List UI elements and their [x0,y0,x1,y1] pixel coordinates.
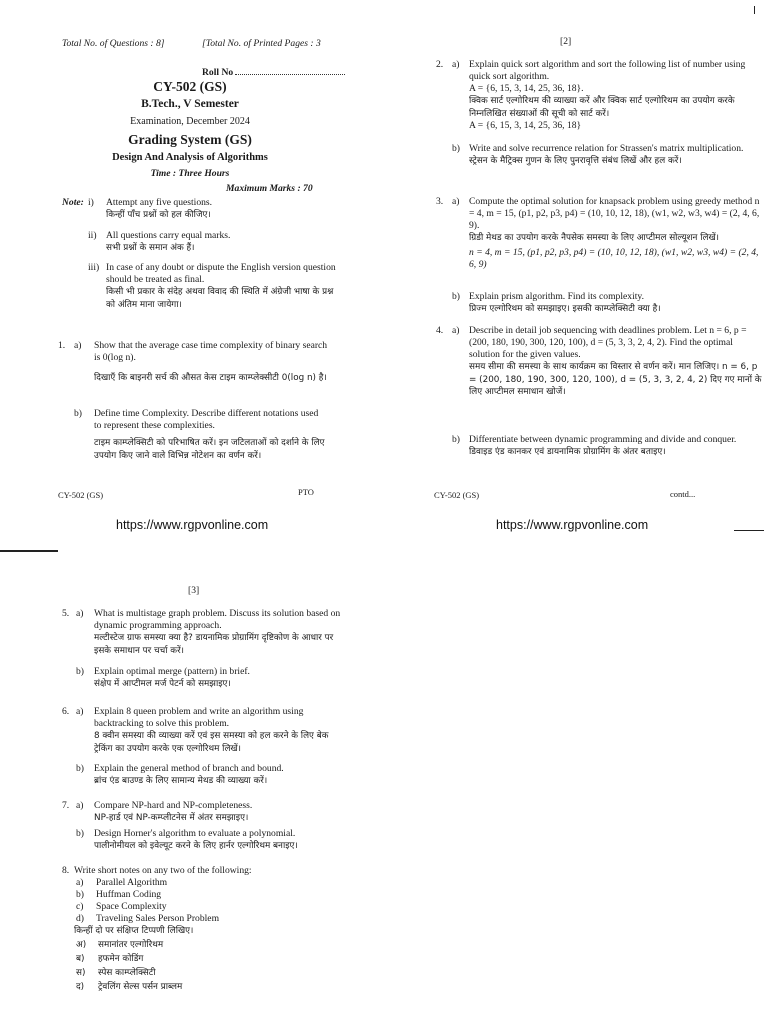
total-pages: [Total No. of Printed Pages : 3 [202,38,321,49]
roll-no-label: Roll No [202,67,234,78]
question-1b: b) Define time Complexity. Describe different notations used to represent these complexities. टाइम काम्प्लेक्सिटी को परिभाषित करें। इन जटिलताओं को दर्शाने के लिए उपयोग किए जाने वाले विभिन्न नोटेशन का वर्णन करें। [74,408,328,462]
q8-item-a: a) Parallel Algorithm [76,877,168,888]
roll-no-line [235,66,345,75]
q7b-english: Design Horner's algorithm to evaluate a polynomial. [94,828,296,839]
q6b-english: Explain the general method of branch and bound. [94,763,284,774]
q8-item-hi-a: अ) समानांतर एल्गोरिथम [76,939,164,950]
q8-item-b: b) Huffman Coding [76,889,162,900]
q8-intro-hindi: किन्हीं दो पर संक्षिप्त टिप्पणी लिखिए। [74,926,194,936]
roll-no [202,66,345,79]
question-7b: b) Design Horner's algorithm to evaluate a polynomial. पालीनोमीयल को इवेल्यूट करने के लिए हार्नर एल्गोरिथम बनाइए। [76,828,342,853]
subject: Design And Analysis of Algorithms [112,152,268,163]
q5a-hindi: मल्टीस्टेज ग्राफ समस्या क्या है? डायनामिक प्रोग्रामिंग दृष्टिकोण के आधार पर इसके समाधान पर चर्चा करें। [94,633,334,656]
q2b-english: Write and solve recurrence relation for Strassen's matrix multiplication. [469,143,744,154]
q8-item-hi-c: स) स्पेस काम्प्लेक्सिटी [76,967,156,978]
course: B.Tech., V Semester [141,98,239,110]
q4a-english: Describe in detail job sequencing with deadlines problem. Let n = 6, p = (200, 180, 190, 300, 120, 100), d = (5, 3, 3, 2, 4, 2). Find the optimal solution for the given values. [469,325,747,360]
question-3b: b) Explain prism algorithm. Find its complexity. प्रिज्म एल्गोरिथम को समझाइए। इसकी काम्प्लेक्सिटी क्या है। [452,291,762,316]
q2a-set: A = {6, 15, 3, 14, 25, 36, 18}. [469,83,584,94]
total-questions: Total No. of Questions : 8] [62,38,165,49]
scan-mark [734,530,764,531]
q1b-english: Define time Complexity. Describe different notations used to represent these complexities. [94,408,319,431]
note-2: ii) All questions carry equal marks. सभी प्रश्नों के समान अंक हैं। [88,230,231,253]
q2a-set-hindi: A = {6, 15, 3, 14, 25, 36, 18} [469,120,582,131]
q3a-english: Compute the optimal solution for knapsack problem using greedy method n = 4, m = 15, (p1, p2, p3, p4) = (10, 10, 12, 18), (w1, w2, w3, w4) = (2, 4, 6, 9). [469,196,760,231]
question-7: 7. a) Compare NP-hard and NP-completeness. NP-हार्ड एवं NP-कम्प्लीटनेस में अंतर समझाइए। [62,800,342,825]
question-6: 6. a) Explain 8 queen problem and write an algorithm using backtracking to solve this problem. 8 क्वीन समस्या की व्याख्या करें एवं इस समस्या को हल करने के लिए बेक ट्रेकिंग का उपयोग करके एक एल्गोरिथम लिखें। [62,706,342,755]
footer-url[interactable]: https://www.rgpvonline.com [496,518,649,532]
q1a-english: Show that the average case time complexity of binary search is 0(log n). [94,340,328,363]
footer-url[interactable]: https://www.rgpvonline.com [116,518,269,532]
question-4b: b) Differentiate between dynamic programming and divide and conquer. डिवाइड एंड कानकर एवं डायनामिक प्रोग्रामिंग के अंतर बताइए। [452,434,762,459]
page-3 [0,545,768,1024]
q5a-english: What is multistage graph problem. Discuss its solution based on dynamic programming approach. [94,608,341,631]
q3a-hindi: ग्रिडी मेथड का उपयोग करके नैपसेक समस्या के लिए आप्टीमल सोल्यूशन लिखें। [469,233,719,243]
question-3: 3. a) Compute the optimal solution for knapsack problem using greedy method n = 4, m = 15, (p1, p2, p3, p4) = (10, 10, 12, 18), (w1, w2, w3, w4) = (2, 4, 6, 9). ग्रिडी मेथड का उपयोग करके नैपसेक समस्या के लिए आप्टीमल सोल्यूशन लिखें। n = 4, m = 15, (p1, p2, p3, p4) = (10, 10, 12, 18), (w1, w2, w3, w4) = (2, 4, 6, 9) [436,196,762,271]
q8-item-hi-b: ब) हफमेन कोडिंग [76,953,144,964]
page-1 [0,0,384,545]
q2b-hindi: स्ट्रेसन के मैट्रिक्स गुणन के लिए पुनरावृत्ति संबंध लिखें और हल करें। [469,156,682,166]
footer-contd: contd... [670,489,696,499]
q7a-english: Compare NP-hard and NP-completeness. [94,800,253,811]
question-5: 5. a) What is multistage graph problem. Discuss its solution based on dynamic programming approach. मल्टीस्टेज ग्राफ समस्या क्या है? डायनामिक प्रोग्रामिंग दृष्टिकोण के आधार पर इसके समाधान पर चर्चा करें। [62,608,341,656]
page-number: [2] [560,36,572,47]
q3b-english: Explain prism algorithm. Find its complexity. [469,291,644,302]
q1b-hindi: टाइम काम्प्लेक्सिटी को परिभाषित करें। इन जटिलताओं को दर्शाने के लिए उपयोग किए जाने वाले विभिन्न नोटेशन का वर्णन करें। [94,438,325,461]
note-1: i) Attempt any five questions. किन्हीं पाँच प्रश्नों को हल कीजिए। [88,197,213,220]
q6a-hindi: 8 क्वीन समस्या की व्याख्या करें एवं इस समस्या को हल करने के लिए बेक ट्रेकिंग का उपयोग करके एक एल्गोरिथम लिखें। [94,731,329,754]
time: Time : Three Hours [150,168,230,179]
q2a-hindi: क्विक सार्ट एल्गोरिथम की व्याख्या करें और क्विक सार्ट एल्गोरिथम का उपयोग करके निम्नलिखित संख्याओं की सूची को सार्ट करें। [469,96,735,119]
footer-code: CY-502 (GS) [58,490,104,500]
footer-code: CY-502 (GS) [434,490,480,500]
scan-mark [754,6,755,14]
note-label: Note: [62,197,84,208]
q4a-hindi: समय सीमा की समस्या के साथ कार्यक्रम का विस्तार से वर्णन करें। मान लिजिए। n = 6, p = (200, 180, 190, 300, 120, 100), d = (5, 3, 3, 2, 4, 2) दिए गए मानों के लिए आप्टीमल समाधान खोजें। [469,362,762,397]
q2a-english: Explain quick sort algorithm and sort the following list of number using quick sort algorithm. [469,59,746,82]
max-marks: Maximum Marks : 70 [226,183,313,194]
question-2: 2. a) Explain quick sort algorithm and sort the following list of number using quick sort algorithm. A = {6, 15, 3, 14, 25, 36, 18}. क्विक सार्ट एल्गोरिथम की व्याख्या करें और क्विक सार्ट एल्गोरिथम का उपयोग करके निम्नलिखित संख्याओं की सूची को सार्ट करें। A = {6, 15, 3, 14, 25, 36, 18} [436,59,762,132]
q8-item-hi-d: द) ट्रेवलिंग सेल्स पर्सन प्राब्लम [76,981,183,992]
q4b-hindi: डिवाइड एंड कानकर एवं डायनामिक प्रोग्रामिंग के अंतर बताइए। [469,447,666,457]
q7a-hindi: NP-हार्ड एवं NP-कम्प्लीटनेस में अंतर समझाइए। [94,813,249,823]
question-6b: b) Explain the general method of branch and bound. ब्रांच एंड बाउण्ड के लिए सामान्य मेथड की व्याख्या करें। [76,763,342,788]
question-2b: b) Write and solve recurrence relation for Strassen's matrix multiplication. स्ट्रेसन के मैट्रिक्स गुणन के लिए पुनरावृत्ति संबंध लिखें और हल करें। [452,143,762,168]
question-4: 4. a) Describe in detail job sequencing with deadlines problem. Let n = 6, p = (200, 180, 190, 300, 120, 100), d = (5, 3, 3, 2, 4, 2). Find the optimal solution for the given values. समय सीमा की समस्या के साथ कार्यक्रम का विस्तार से वर्णन करें। मान लिजिए। n = 6, p = (200, 180, 190, 300, 120, 100), d = (5, 3, 3, 2, 4, 2) दिए गए मानों के लिए आप्टीमल समाधान खोजें। [436,325,762,397]
question-8: 8. Write short notes on any two of the following: a) Parallel Algorithm b) Huffman Coding c) Space Complexity d) Traveling Sales Person Problem किन्हीं दो पर संक्षिप्त टिप्पणी लिखिए। अ) समानांतर एल्गोरिथम ब) हफमेन कोडिंग स) स्पेस काम्प्लेक्सिटी द) ट्रेवलिंग सेल्स पर्सन प्राब्लम [62,865,352,994]
page-number: [3] [188,585,200,596]
footer-pto: PTO [298,487,314,497]
exam-session: Examination, December 2024 [130,116,250,127]
q6b-hindi: ब्रांच एंड बाउण्ड के लिए सामान्य मेथड की व्याख्या करें। [94,776,268,786]
q1a-hindi: दिखाएँ कि बाइनरी सर्च की औसत केस टाइम काम्प्लेक्सीटी 0(log n) है। [94,373,327,383]
question-1: 1. a) Show that the average case time complexity of binary search is 0(log n). दिखाएँ कि बाइनरी सर्च की औसत केस टाइम काम्प्लेक्सीटी 0(log n) है। [58,340,328,383]
q5b-english: Explain optimal merge (pattern) in brief. [94,666,250,677]
q7b-hindi: पालीनोमीयल को इवेल्यूट करने के लिए हार्नर एल्गोरिथम बनाइए। [94,841,298,851]
scan-mark [0,550,58,552]
q8-item-c: c) Space Complexity [76,901,167,912]
q8-intro: Write short notes on any two of the following: [74,865,252,876]
note-3: iii) In case of any doubt or dispute the English version question should be treated as final. किसी भी प्रकार के संदेह अथवा विवाद की स्थिति में अंग्रेजी भाषा के प्रश्न को अंतिम माना जायेगा। [88,262,336,310]
q8-item-d: d) Traveling Sales Person Problem [76,913,220,924]
q3a-values: n = 4, m = 15, (p1, p2, p3, p4) = (10, 10, 12, 18), (w1, w2, w3, w4) = (2, 4, 6, 9) [469,246,759,270]
q4b-english: Differentiate between dynamic programming and divide and conquer. [469,434,737,445]
question-5b: b) Explain optimal merge (pattern) in brief. संक्षेप में आप्टीमल मर्ज पेटर्न को समझाइए। [76,666,342,691]
grading-system: Grading System (GS) [128,132,252,147]
page-2 [384,0,768,545]
q3b-hindi: प्रिज्म एल्गोरिथम को समझाइए। इसकी काम्प्लेक्सिटी क्या है। [469,304,661,314]
paper-code: CY-502 (GS) [153,79,227,94]
q6a-english: Explain 8 queen problem and write an algorithm using backtracking to solve this problem. [94,706,304,729]
q5b-hindi: संक्षेप में आप्टीमल मर्ज पेटर्न को समझाइए। [94,679,231,689]
